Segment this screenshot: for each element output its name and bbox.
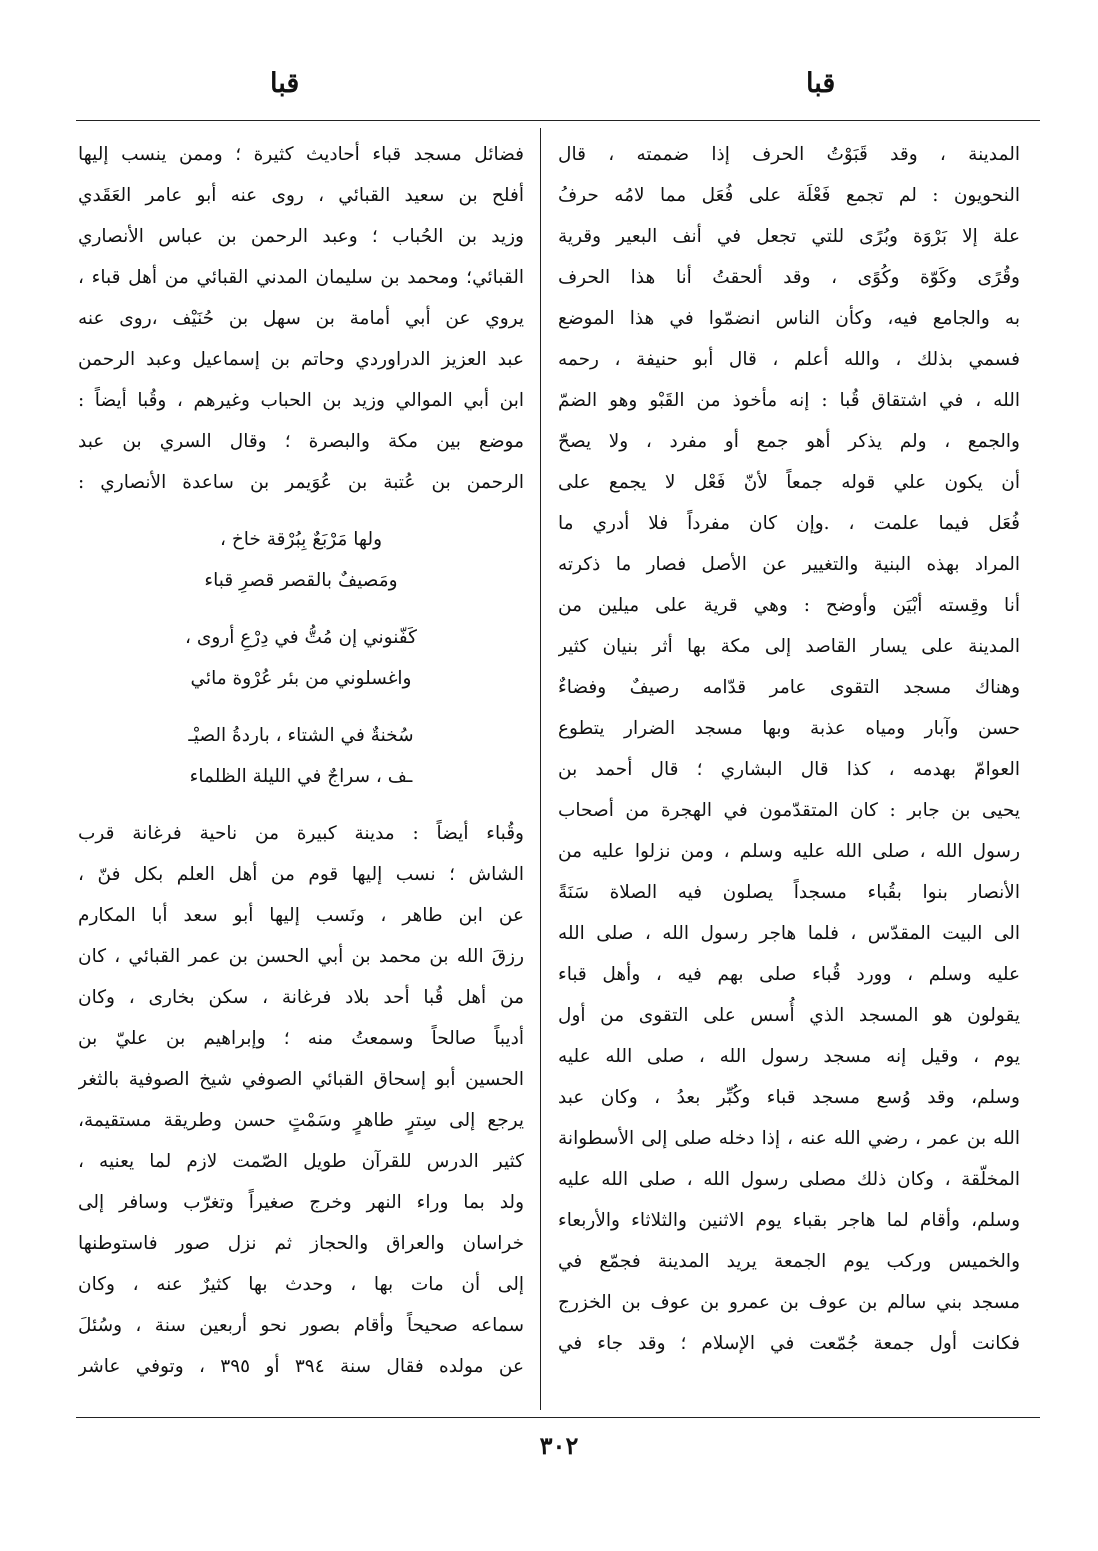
text-line: الله بن عمر ، رضي الله عنه ، إذا دخله صلى إلى الأسطوانة xyxy=(558,1128,1020,1149)
verse-line: كَفّنوني إن مُتُّ في دِرْعِ أروى ، xyxy=(185,627,417,648)
text-line: رزقَ الله بن محمد بن أبي الحسن بن عمر القبائي ، كان xyxy=(78,946,524,967)
text-line: وسلم، وقد وُسع مسجد قباء وكُبِّر بعدُ ، وكان عبد xyxy=(558,1087,1020,1108)
text-line: فكانت أول جمعة جُمّعت في الإسلام ؛ وقد جاء في xyxy=(558,1333,1020,1354)
header-title-left: قبا xyxy=(270,68,300,99)
text-line: وهناك مسجد التقوى عامر قدّامه رصيفٌ وفضاءٌ xyxy=(558,677,1020,698)
text-line: أن يكون علي قوله جمعاً لأنّ فَعْل لا يجمع على xyxy=(558,472,1020,493)
text-line: المخلّقة ، وكان ذلك مصلى رسول الله ، صلى الله عليه xyxy=(558,1169,1020,1190)
text-line: يقولون هو المسجد الذي أُسس على التقوى من أول xyxy=(558,1005,1020,1026)
verse-line: واغسلوني من بئر عُرْوة مائي xyxy=(190,668,412,689)
text-line: خراسان والعراق والحجاز ثم نزل صور فاستوطنها xyxy=(78,1233,524,1254)
text-line: وزيد بن الحُباب ؛ وعبد الرحمن بن عباس الأنصاري xyxy=(78,226,524,247)
header-title-right: قبا xyxy=(806,68,836,99)
text-line: يوم ، وقيل إنه مسجد رسول الله ، صلى الله عليه xyxy=(558,1046,1020,1067)
text-line: موضع بين مكة والبصرة ؛ وقال السري بن عبد xyxy=(78,431,524,452)
text-line: الرحمن بن عُتبة بن عُوَيمر بن ساعدة الأنصاري : xyxy=(78,472,524,493)
text-line: ابن أبي الموالي وزيد بن الحباب وغيرهم ، وقُبا أيضاً : xyxy=(78,390,524,411)
text-line: العوامّ بهدمه ، كذا قال البشاري ؛ قال أحمد بن xyxy=(558,759,1020,780)
text-line: فسمي بذلك ، والله أعلم ، قال أبو حنيفة ، رحمه xyxy=(558,349,1020,370)
text-line: أنا وقِسته أبْيَن وأوضح : وهي قرية على ميلين من xyxy=(558,595,1020,616)
text-line: والخميس وركب يوم الجمعة يريد المدينة فجمّع في xyxy=(558,1251,1020,1272)
column-divider xyxy=(540,128,541,1410)
bottom-rule xyxy=(76,1417,1040,1418)
text-line: رسول الله ، صلى الله عليه وسلم ، ومن نزلوا عليه من xyxy=(558,841,1020,862)
text-line: حسن وآبار ومياه عذبة وبها مسجد الضرار يتطوع xyxy=(558,718,1020,739)
text-line: وقُباء أيضاً : مدينة كبيرة من ناحية فرغانة قرب xyxy=(78,823,524,844)
text-line: سماعه صحيحاً وأقام بصور نحو أربعين سنة ، وسُئلَ xyxy=(78,1315,524,1336)
right-column xyxy=(558,134,1020,1364)
text-line: عن ابن طاهر ، ونَسب إليها أبو سعد أبا المكارم xyxy=(78,905,524,926)
text-line: كثير الدرس للقرآن طويل الصّمت لازم لما يعنيه ، xyxy=(78,1151,524,1172)
verse-spacer xyxy=(78,601,524,617)
text-line: والجمع ، ولم يذكر أهو جمع أو مفرد ، ولا يصحّ xyxy=(558,431,1020,452)
text-line: من أهل قُبا أحد بلاد فرغانة ، سكن بخارى ، وكان xyxy=(78,987,524,1008)
text-line: أفلح بن سعيد القبائي ، روى عنه أبو عامر العَقَدي xyxy=(78,185,524,206)
text-line: يحيى بن جابر : كان المتقدّمون في الهجرة من أصحاب xyxy=(558,800,1020,821)
text-line: المدينة ، وقد قَبَوْتُ الحرف إذا ضممته ، قال xyxy=(558,144,1020,165)
text-line: عليه وسلم ، وورد قُباء صلى بهم فيه ، وأهل قباء xyxy=(558,964,1020,985)
text-line: فضائل مسجد قباء أحاديث كثيرة ؛ وممن ينسب إليها xyxy=(78,144,524,165)
verse-line: ومَصيفٌ بالقصر قصرِ قباء xyxy=(204,570,398,591)
text-line: إلى أن مات بها ، وحدث بها كثيرٌ عنه ، وكان xyxy=(78,1274,524,1295)
text-line: يرجع إلى سِترٍ طاهرٍ وسَمْتٍ حسن وطريقة مستقيمة، xyxy=(78,1110,524,1131)
verse-line: ولها مَرْبَعٌ بِبُرْقة خاخ ، xyxy=(219,529,383,550)
text-line: النحويون : لم تجمع فَعْلَة على فُعَل مما لامُه حرفُ xyxy=(558,185,1020,206)
text-line: أديباً صالحاً وسمعتُ منه ؛ وإبراهيم بن عليّ بن xyxy=(78,1028,524,1049)
text-line: علة إلا بَرْوَة وبُرًى للتي تجعل في أنف البعير وقرية xyxy=(558,226,1020,247)
text-line: مسجد بني سالم بن عوف بن عمرو بن عوف بن الخزرج xyxy=(558,1292,1020,1313)
text-line: فُعَل فيما علمت ، .وإن كان مفرداً فلا أدري ما xyxy=(558,513,1020,534)
text-line: وسلم، وأقام لما هاجر بقباء يوم الاثنين والثلاثاء والأربعاء xyxy=(558,1210,1020,1231)
text-line: الحسين أبو إسحاق القبائي الصوفي شيخ الصوفية بالثغر xyxy=(78,1069,524,1090)
text-line: يروي عن أبي أمامة بن سهل بن حُنَيْف ،روى عنه xyxy=(78,308,524,329)
page-number: ٣٠٢ xyxy=(539,1431,579,1460)
left-column xyxy=(78,134,524,1387)
text-line: عن مولده فقال سنة ٣٩٤ أو ٣٩٥ ، وتوفي عاشر xyxy=(78,1356,524,1377)
text-line: المدينة على يسار القاصد إلى مكة بها أثر بنيان كثير xyxy=(558,636,1020,657)
text-line: الى البيت المقدّس ، فلما هاجر رسول الله ، صلى الله xyxy=(558,923,1020,944)
verse-spacer xyxy=(78,797,524,813)
text-line: الله ، في اشتقاق قُبا : إنه مأخوذ من القَبْو وهو الضمّ xyxy=(558,390,1020,411)
text-line: عبد العزيز الدراوردي وحاتم بن إسماعيل وعبد الرحمن xyxy=(78,349,524,370)
verse-spacer xyxy=(78,699,524,715)
text-line: القبائي؛ ومحمد بن سليمان المدني القبائي من أهل قباء ، xyxy=(78,267,524,288)
text-line: المراد بهذه البنية والتغيير عن الأصل فصار ما ذكرته xyxy=(558,554,1020,575)
verse-spacer xyxy=(78,503,524,519)
verse-line: سُخنةٌ في الشتاء ، باردةُ الصيْـ xyxy=(188,725,414,746)
text-line: به والجامع فيه، وكأن الناس انضمّوا في هذا الموضع xyxy=(558,308,1020,329)
text-line: الشاش ؛ نسب إليها قوم من أهل العلم بكل فنّ ، xyxy=(78,864,524,885)
top-rule xyxy=(76,120,1040,121)
text-line: الأنصار بنوا بقُباء مسجداً يصلون فيه الصلاة سَنَةً xyxy=(558,882,1020,903)
verse-line: ـف ، سراجٌ في الليلة الظلماء xyxy=(189,766,413,787)
text-line: وقُرًى وكَوّة وكُوًى ، وقد ألحقتُ أنا هذا الحرف xyxy=(558,267,1020,288)
text-line: ولد بما وراء النهر وخرج صغيراً وتغرّب وسافر إلى xyxy=(78,1192,524,1213)
